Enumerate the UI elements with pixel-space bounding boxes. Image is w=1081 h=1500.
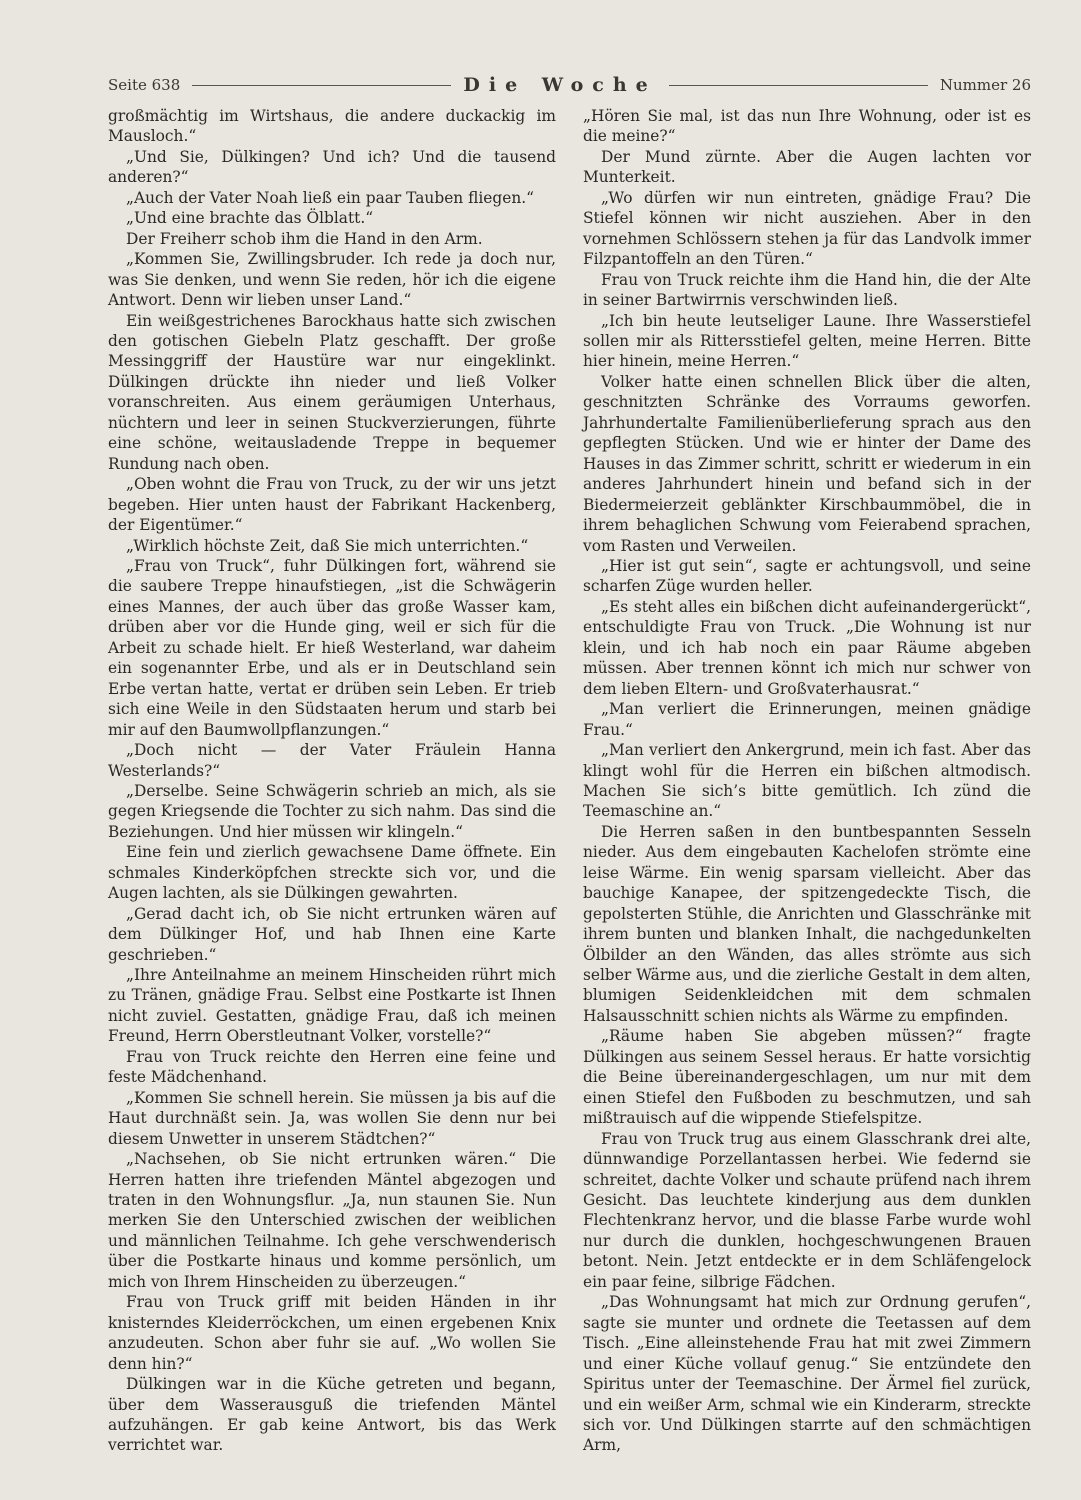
paragraph: Frau von Truck reichte ihm die Hand hin, die der Alte in seiner Bartwirrnis verschwinden ließ. bbox=[583, 270, 1031, 310]
paragraph: „Nachsehen, ob Sie nicht ertrunken wären.“ Die Herren hatten ihre triefenden Mäntel abgezogen und traten in den Wohnungsflur. „Ja, nun staunen Sie. Nun merken Sie den Unterschied zwischen der weiblichen und männlichen Teilnahme. Ich gehe verschwenderisch über die Postkarte hinaus und komme persönlich, um mich von Ihrem Hinscheiden zu überzeugen.“ bbox=[108, 1150, 556, 1291]
page-header bbox=[108, 74, 1031, 96]
paragraph: „Auch der Vater Noah ließ ein paar Tauben fliegen.“ bbox=[126, 188, 535, 207]
paragraph: „Ich bin heute leutseliger Laune. Ihre Wasserstiefel sollen mir als Rittersstiefel gelten, meine Herren. Bitte hier hinein, meine Herren.“ bbox=[583, 311, 1031, 371]
paragraph: „Und Sie, Dülkingen? Und ich? Und die tausend anderen?“ bbox=[108, 147, 556, 187]
paragraph: „Man verliert den Ankergrund, mein ich fast. Aber das klingt wohl für die Herren ein bißchen altmodisch. Machen Sie sich’s bitte gemütlich. Ich zünd die Teemaschine an.“ bbox=[583, 741, 1031, 821]
paragraph: „Wirklich höchste Zeit, daß Sie mich unterrichten.“ bbox=[126, 536, 529, 555]
header-rule-right bbox=[669, 85, 928, 86]
paragraph: Der Mund zürnte. Aber die Augen lachten vor Munterkeit. bbox=[583, 147, 1031, 187]
paragraph: Die Herren saßen in den buntbespannten Sesseln nieder. Aus dem eingebauten Kachelofen strömte eine leise Wärme. Ein wenig sparsam vielleicht. Aber das bauchige Kanapee, der spitzengedeckte Tisch, die gepolsterten Stühle, die Anrichten und Glasschränke mit ihrem bunten und blanken Inhalt, die nachgedunkelten Ölbilder an den Wänden, das alles strömte aus sich selber Wärme aus, und die zierliche Gestalt in dem alten, blumigen Seidenkleidchen mit dem schmalen Halsausschnitt schien nichts als Wärme zu empfinden. bbox=[583, 822, 1031, 1025]
paragraph: „Man verliert die Erinnerungen, meinen gnädige Frau.“ bbox=[583, 700, 1031, 739]
left-column bbox=[108, 106, 556, 1456]
paragraph: „Und eine brachte das Ölblatt.“ bbox=[126, 209, 374, 228]
paragraph: Der Freiherr schob ihm die Hand in den Arm. bbox=[126, 229, 483, 248]
paragraph: „Das Wohnungsamt hat mich zur Ordnung gerufen“, sagte sie munter und ordnete die Teetassen auf dem Tisch. „Eine alleinstehende Frau hat mit zwei Zimmern und einer Küche vollauf genug.“ Sie entzündete den Spiritus unter der Teemaschine. Der Ärmel fiel zurück, und ein weißer Arm, schmal wie ein Kinderarm, streckte sich vor. Und Dülkingen starrte auf den schmächtigen Arm, bbox=[583, 1293, 1031, 1455]
paragraph: „Doch nicht — der Vater Fräulein Hanna Westerlands?“ bbox=[108, 741, 556, 780]
paragraph: Volker hatte einen schnellen Blick über die alten, geschnitzten Schränke des Vorraums geworfen. Jahrhundertalte Familienüberlieferung sprach aus den gepflegten Stücken. Und wie er hinter der Dame des Hauses in das Zimmer schritt, schritt er wiederum in ein anderes Jahrhundert hinein und befand sich in der Biedermeierzeit geblänkter Kirschbaummöbel, die in ihrem behaglichen Schwung vom Feierabend sprachen, vom Rasten und Verweilen. bbox=[583, 372, 1031, 555]
publication-title: Die Woche bbox=[463, 74, 657, 96]
issue-number: Nummer 26 bbox=[939, 76, 1031, 94]
paragraph: „Kommen Sie schnell herein. Sie müssen ja bis auf die Haut durchnäßt sein. Ja, was wollen Sie denn nur bei diesem Unwetter in unserem Städtchen?“ bbox=[108, 1088, 556, 1148]
paragraph: „Kommen Sie, Zwillingsbruder. Ich rede ja doch nur, was Sie denken, und wenn Sie reden, hör ich die eigene Antwort. Denn wir lieben unser Land.“ bbox=[108, 250, 556, 310]
paragraph: großmächtig im Wirtshaus, die andere duckackig im Mausloch.“ bbox=[108, 107, 556, 146]
paragraph: „Ihre Anteilnahme an meinem Hinscheiden rührt mich zu Tränen, gnädige Frau. Selbst eine Postkarte ist Ihnen nicht zuviel. Gestatten, gnädige Frau, daß ich meinen Freund, Herrn Oberstleutnant Volker, vorstelle?“ bbox=[108, 966, 556, 1046]
right-column bbox=[583, 106, 1031, 1456]
paragraph: Ein weißgestrichenes Barockhaus hatte sich zwischen den gotischen Giebeln Platz geschafft. Der große Messinggriff der Haustüre war nur eingeklinkt. Dülkingen drückte ihn nieder und ließ Volker voranschreiten. Aus einem geräumigen Unterhaus, nüchtern und leer in seinen Stuckverzierungen, führte eine schöne, weitausladende Treppe in bequemer Rundung nach oben. bbox=[108, 311, 556, 473]
paragraph: „Wo dürfen wir nun eintreten, gnädige Frau? Die Stiefel können wir nicht ausziehen. Aber in den vornehmen Schlössern stehen ja für das Landvolk immer Filzpantoffeln an den Türen.“ bbox=[583, 188, 1031, 269]
paragraph: Frau von Truck griff mit beiden Händen in ihr knisterndes Kleiderröckchen, um einen ergebenen Knix anzudeuten. Schon aber fuhr sie auf. „Wo wollen Sie denn hin?“ bbox=[108, 1293, 556, 1373]
paragraph: Frau von Truck trug aus einem Glasschrank drei alte, dünnwandige Porzellantassen herbei. Wie federnd sie schreitet, dachte Volker und schaute prüfend nach ihrem Gesicht. Das leuchtete kinderjung aus dem dunklen Flechtenkranz hervor, und die blasse Farbe wurde wohl nur durch die dunklen, hochgeschwungenen Brauen betont. Nein. Jetzt entdeckte er in dem Schläfengelock ein paar feine, silbrige Fädchen. bbox=[583, 1129, 1031, 1291]
paragraph: „Hier ist gut sein“, sagte er achtungsvoll, und seine scharfen Züge wurden heller. bbox=[583, 556, 1031, 596]
paragraph: „Gerad dacht ich, ob Sie nicht ertrunken wären auf dem Dülkinger Hof, und hab Ihnen eine Karte geschrieben.“ bbox=[108, 904, 556, 964]
paragraph: „Frau von Truck“, fuhr Dülkingen fort, während sie die saubere Treppe hinaufstiegen, „ist die Schwägerin eines Mannes, der auch über das große Wasser kam, drüben aber vor die Hunde ging, weil er sich für die Arbeit zu schade hielt. Er hieß Westerland, war daheim ein sogenannter Erbe, und als er in Deutschland sein Erbe vertan hatte, vertat er drüben sein Leben. Er trieb sich eine Weile in den Südstaaten herum und starb bei mir auf den Baumwollpflanzungen.“ bbox=[108, 556, 556, 739]
paragraph: „Hören Sie mal, ist das nun Ihre Wohnung, oder ist es die meine?“ bbox=[583, 107, 1031, 146]
paragraph: „Oben wohnt die Frau von Truck, zu der wir uns jetzt begeben. Hier unten haust der Fabrikant Hackenberg, der Eigentümer.“ bbox=[108, 475, 556, 535]
paragraph: „Es steht alles ein bißchen dicht aufeinandergerückt“, entschuldigte Frau von Truck. „Die Wohnung ist nur klein, und ich hab noch ein paar Räume abgeben müssen. Aber trennen könnt ich mich nur schwer von dem lieben Eltern- und Großvaterhausrat.“ bbox=[583, 597, 1031, 698]
paragraph: Dülkingen war in die Küche getreten und begann, über dem Wasserausguß die triefenden Mäntel aufzuhängen. Er gab keine Antwort, bis das Werk verrichtet war. bbox=[108, 1375, 556, 1455]
text-columns bbox=[108, 106, 1031, 1456]
header-rule-left bbox=[192, 85, 451, 86]
paragraph: Frau von Truck reichte den Herren eine feine und feste Mädchenhand. bbox=[108, 1047, 556, 1087]
paragraph: „Räume haben Sie abgeben müssen?“ fragte Dülkingen aus seinem Sessel heraus. Er hatte vorsichtig die Beine übereinandergeschlagen, um nur mit dem einen Stiefel den Fußboden zu beschmutzen, und sah mißtrauisch auf die wippende Stiefelspitze. bbox=[583, 1027, 1031, 1128]
page-number: Seite 638 bbox=[108, 76, 181, 94]
paragraph: Eine fein und zierlich gewachsene Dame öffnete. Ein schmales Kinderköpfchen streckte sich vor, und die Augen lachten, als sie Dülkingen gewahrten. bbox=[108, 843, 556, 903]
paragraph: „Derselbe. Seine Schwägerin schrieb an mich, als sie gegen Kriegsende die Tochter zu sich nahm. Das sind die Beziehungen. Und hier müssen wir klingeln.“ bbox=[108, 781, 556, 841]
